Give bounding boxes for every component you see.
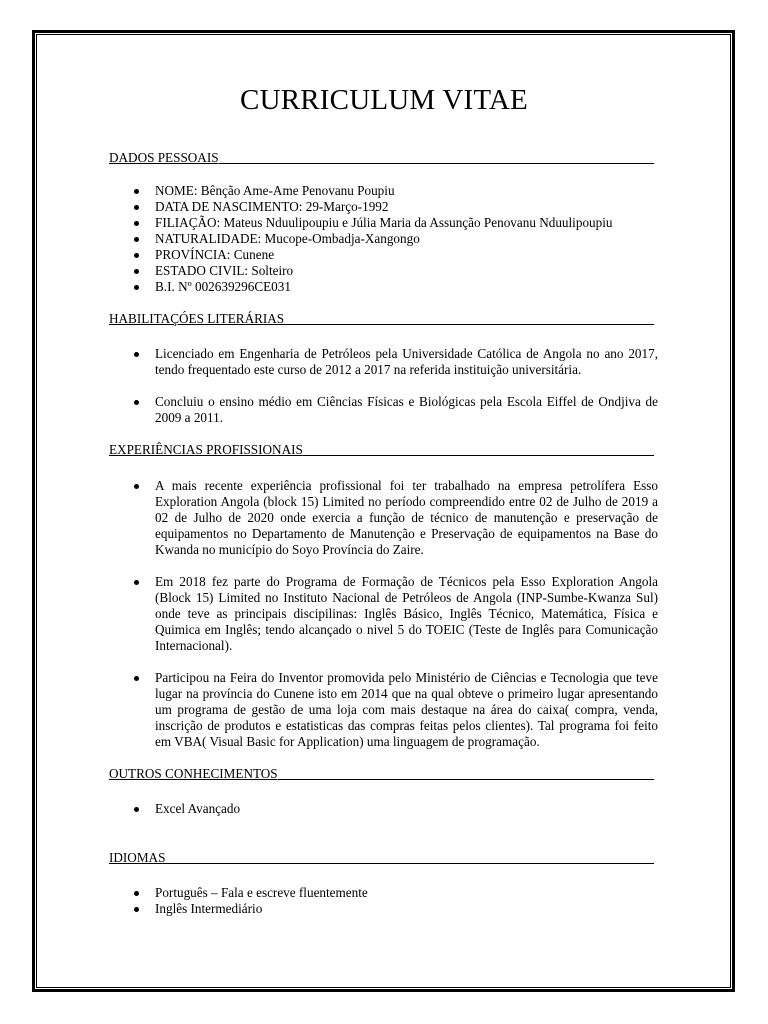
section-heading-rule (278, 779, 654, 780)
section-heading-personal (109, 150, 654, 166)
section-heading-experience (109, 442, 654, 458)
section-heading-personal-text: DADOS PESSOAIS (109, 150, 219, 165)
list-item-education: Concluiu o ensino médio em Ciências Físicas e Biológicas pela Escola Eiffel de Ondjiva de 2009 a 2011. (109, 394, 658, 426)
section-heading-rule (219, 163, 654, 164)
languages-list (109, 885, 658, 917)
list-item-marital-status: ESTADO CIVIL: Solteiro (109, 263, 658, 279)
list-item-id-number: B.I. Nº 002639296CE031 (109, 279, 658, 295)
section-heading-languages-text: IDIOMAS (109, 850, 166, 865)
experience-list (109, 478, 658, 750)
list-item-experience: Participou na Feira do Inventor promovida pelo Ministério de Ciências e Tecnologia que teve lugar na província do Cunene isto em 2014 que na qual obteve o primeiro lugar apresentando um programa de gestão de uma loja com mais destaque na área do caixa( compra, venda, inscrição de produtos e estatisticas das compras feitas pelos clientes). Tal programa foi feito em VBA( Visual Basic for Application) uma linguagem de programação. (109, 670, 658, 750)
list-item-name: NOME: Bênção Ame-Ame Penovanu Poupiu (109, 183, 658, 199)
list-item-province: PROVÍNCIA: Cunene (109, 247, 658, 263)
section-heading-other-skills (109, 766, 654, 782)
section-heading-rule (165, 863, 654, 864)
education-list (109, 346, 658, 426)
section-heading-other-skills-text: OUTROS CONHECIMENTOS (109, 766, 278, 781)
personal-data-list (109, 183, 658, 295)
list-item-language: Inglês Intermediário (109, 901, 658, 917)
section-heading-rule (303, 455, 654, 456)
list-item-parents: FILIAÇÃO: Mateus Nduulipoupiu e Júlia Maria da Assunção Penovanu Nduulipoupiu (109, 215, 658, 231)
list-item-birthdate: DATA DE NASCIMENTO: 29-Março-1992 (109, 199, 658, 215)
section-heading-rule (284, 324, 654, 325)
document-title: CURRICULUM VITAE (240, 84, 528, 116)
section-heading-education (109, 311, 654, 327)
list-item-education: Licenciado em Engenharia de Petróleos pela Universidade Católica de Angola no ano 2017, tendo frequentado este curso de 2012 a 2017 na referida instituição universitária. (109, 346, 658, 378)
section-heading-languages (109, 850, 654, 866)
list-item-experience: Em 2018 fez parte do Programa de Formação de Técnicos pela Esso Exploration Angola (Block 15) Limited no Instituto Nacional de Petróleos de Angola (INP-Sumbe-Kwanza Sul) onde teve as principais discipilinas: Inglês Básico, Inglês Técnico, Matemática, Física e Quimica em Inglês; tendo alcançado o nivel 5 do TOEIC (Teste de Inglês para Comunicação Internacional). (109, 574, 658, 654)
other-skills-list (109, 801, 658, 817)
cv-content (109, 150, 658, 917)
list-item-birthplace: NATURALIDADE: Mucope-Ombadja-Xangongo (109, 231, 658, 247)
section-heading-education-text: HABILITAÇÓES LITERÁRIAS (109, 311, 285, 326)
section-heading-experience-text: EXPERIÊNCIAS PROFISSIONAIS (109, 442, 303, 457)
list-item-skill: Excel Avançado (109, 801, 658, 817)
list-item-language: Português – Fala e escreve fluentemente (109, 885, 658, 901)
list-item-experience: A mais recente experiência profissional foi ter trabalhado na empresa petrolífera Esso Exploration Angola (block 15) Limited no período compreendido entre 02 de Julho de 2019 a 02 de Julho de 2020 onde exercia a função de técnico de manutenção e preservação de equipamentos no Departamento de Manutenção e Preservação de equipamentos na Base do Kwanda no município do Soyo Província do Zaire. (109, 478, 658, 558)
